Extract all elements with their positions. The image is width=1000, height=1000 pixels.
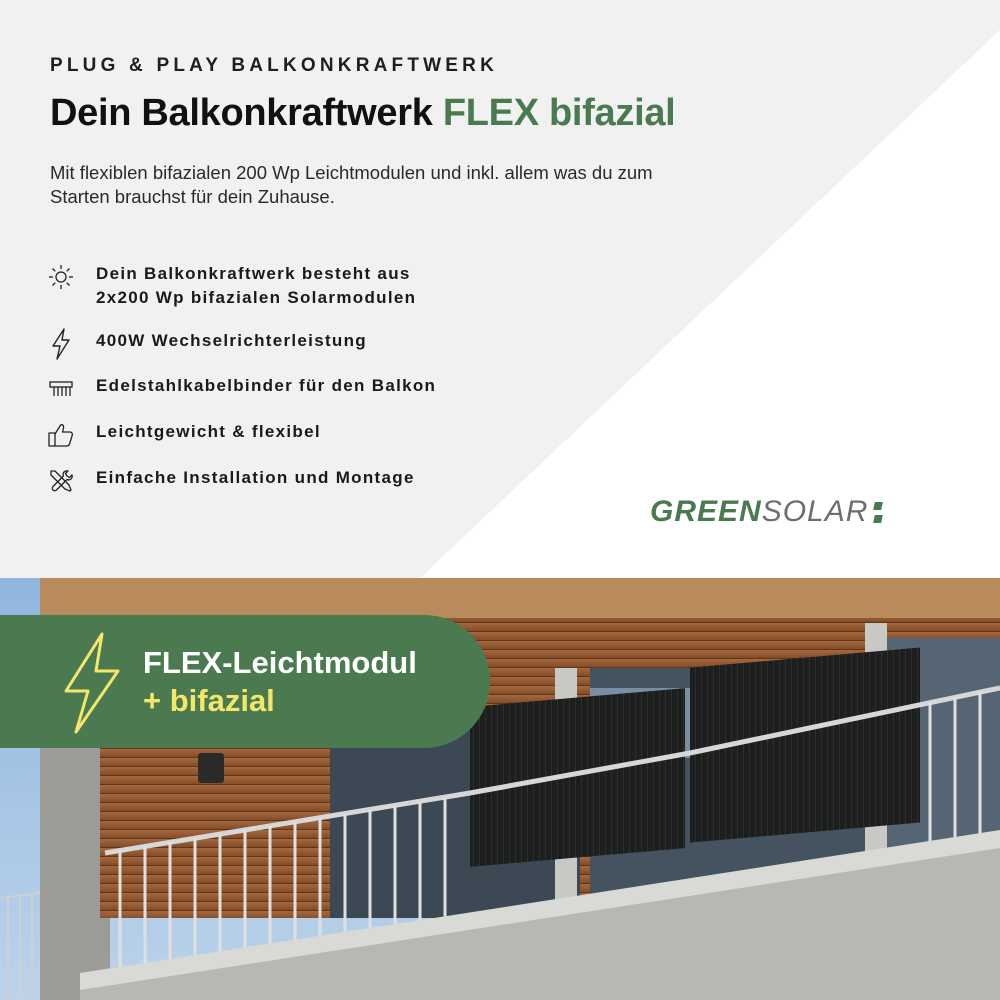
logo-solar: SOLAR: [761, 495, 869, 528]
badge-line2: + bifazial: [143, 683, 275, 718]
logo-green: GREEN: [650, 495, 762, 528]
sun-icon: [46, 262, 76, 292]
product-badge: [0, 615, 490, 748]
tools-icon: [46, 466, 76, 496]
lightning-icon: [46, 329, 76, 359]
lightning-icon: [62, 631, 122, 740]
headline-accent: FLEX bifazial: [442, 92, 676, 134]
feature-item: [46, 329, 367, 359]
headline-main: Dein Balkonkraftwerk: [50, 92, 443, 134]
cable-tie-icon: [46, 374, 76, 404]
feature-text: Dein Balkonkraftwerk besteht aus 2x200 Wp bifazialen Solarmodulen: [96, 264, 417, 307]
feature-item: [46, 466, 415, 496]
feature-item: [46, 420, 321, 450]
feature-item: [46, 262, 416, 310]
logo-dots: [874, 502, 882, 523]
headline: [50, 92, 675, 135]
feature-text: 400W Wechselrichterleistung: [96, 331, 367, 350]
feature-text: Leichtgewicht & flexibel: [96, 422, 321, 441]
intro-text: Mit flexiblen bifazialen 200 Wp Leichtmodulen und inkl. allem was du zum Starten brauchst für dein Zuhause.: [50, 162, 653, 207]
eyebrow-text: PLUG & PLAY BALKONKRAFTWERK: [50, 55, 499, 76]
thumbs-up-icon: [46, 420, 76, 450]
feature-text: Einfache Installation und Montage: [96, 468, 415, 487]
feature-text: Edelstahlkabelbinder für den Balkon: [96, 376, 437, 395]
greensolar-logo: [650, 494, 882, 530]
badge-line1: FLEX-Leichtmodul: [143, 645, 417, 680]
feature-item: [46, 374, 436, 404]
